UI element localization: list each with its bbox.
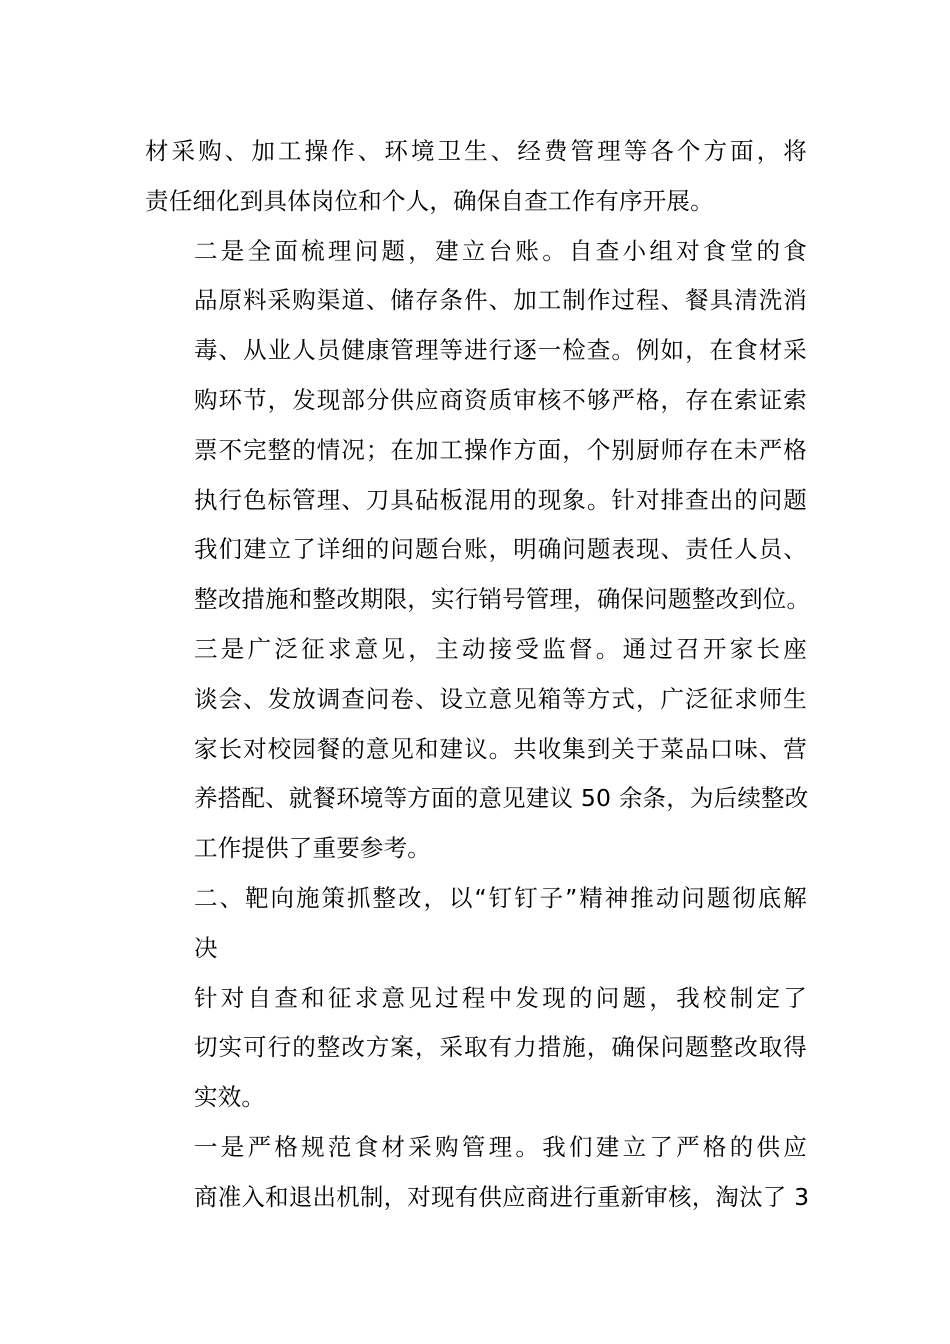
text-line: 养搭配、就餐环境等方面的意见建议 50 余条，为后续整改 (194, 784, 809, 813)
text-line: 实效。 (194, 1083, 266, 1112)
text-line: 品原料采购渠道、储存条件、加工制作过程、餐具清洗消 (194, 286, 807, 315)
text-line: 责任细化到具体岗位和个人，确保自查工作有序开展。 (145, 186, 714, 215)
text-line: 执行色标管理、刀具砧板混用的现象。针对排查出的问题 (194, 485, 807, 514)
paragraph-p3 (145, 625, 807, 874)
text-line: 整改措施和整改期限，实行销号管理，确保问题整改到位。 (194, 585, 811, 614)
text-line: 材采购、加工操作、环境卫生、经费管理等各个方面，将 (145, 137, 807, 165)
text-line: 家长对校园餐的意见和建议。共收集到关于菜品口味、营 (194, 734, 807, 763)
text-line: 三是广泛征求意见，主动接受监督。通过召开家长座 (194, 634, 807, 663)
text-line: 谈会、发放调查问卷、设立意见箱等方式，广泛征求师生 (194, 684, 807, 713)
paragraph-p1 (145, 127, 807, 227)
document-body (145, 127, 811, 1223)
text-line: 工作提供了重要参考。 (194, 834, 431, 863)
paragraph-p2 (145, 227, 811, 625)
text-line: 商准入和退出机制，对现有供应商进行重新审核，淘汰了 3 (194, 1182, 810, 1211)
text-line: 票不完整的情况；在加工操作方面，个别厨师存在未严格 (194, 435, 807, 464)
text-line: 二是全面梳理问题，建立台账。自查小组对食堂的食 (194, 236, 807, 265)
text-line: 决 (194, 933, 218, 962)
text-line: 我们建立了详细的问题台账，明确问题表现、责任人员、 (194, 535, 807, 564)
text-line: 购环节，发现部分供应商资质审核不够严格，存在索证索 (194, 385, 807, 414)
text-line: 毒、从业人员健康管理等进行逐一检查。例如，在食材采 (194, 336, 807, 365)
text-line: 切实可行的整改方案，采取有力措施，确保问题整改取得 (194, 1033, 807, 1062)
paragraph-p5 (145, 974, 807, 1123)
paragraph-p6 (145, 1123, 810, 1223)
text-line: 二、靶向施策抓整改，以“钉钉子”精神推动问题彻底解 (194, 883, 807, 912)
text-line: 针对自查和征求意见过程中发现的问题，我校制定了 (194, 983, 807, 1012)
text-line: 一是严格规范食材采购管理。我们建立了严格的供应 (194, 1132, 807, 1161)
paragraph-p4 (145, 874, 807, 974)
